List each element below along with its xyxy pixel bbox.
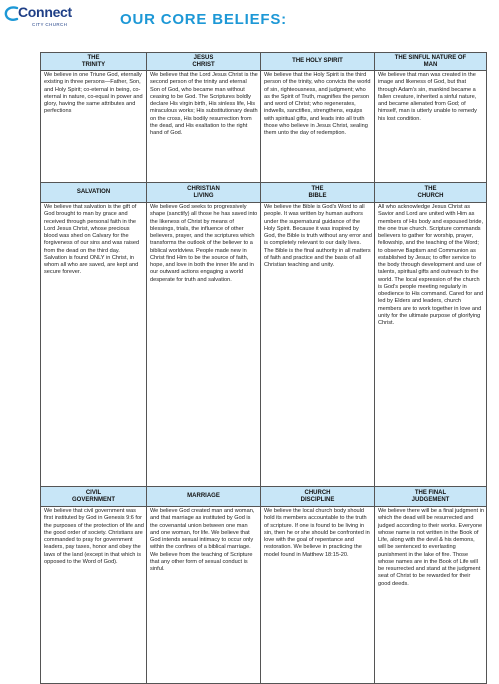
page-title: OUR CORE BELIEFS:	[120, 11, 287, 28]
beliefs-table	[40, 52, 487, 684]
heading-salvation: SALVATION	[41, 183, 147, 203]
body-trinity: We believe in one Triune God, eternally existing in three persons—Father, Son, and Holy Spirit; co-eternal in being, co-eternal in nature, co-equal in power and glory, having the same attributes and perfections	[41, 71, 147, 183]
body-church: All who acknowledge Jesus Christ as Savior and Lord are united with Him as members of His body and espoused bride, the one true church. Scripture commands believers to gather for worship, prayer, fellowship, and the teaching of the Word; to observe Baptism and Communion as established by Jesus; to offer service to the body through development and use of talents, spiritual gifts and outreach to the world. The local expression of the church is God's people meeting regularly in obedience to His command. Cared for and led by Elders and leaders, church members are to work together in love and unity for the ultimate purpose of glorifying Christ.	[375, 203, 487, 487]
table-row	[41, 53, 487, 71]
table-row	[41, 203, 487, 487]
body-church-discipline: We believe the local church body should hold its members accountable to the truth of scripture. If one is found to be living in sin, then he or she should be confronted in love with the goal of repentance and restoration. We believe in practicing the model found in Matthew 18:15-20.	[261, 507, 375, 684]
heading-church-discipline: CHURCH DISCIPLINE	[261, 487, 375, 507]
connect-city-church-logo	[4, 3, 78, 39]
body-sinful-nature: We believe that man was created in the image and likeness of God, but that through Adam's sin, mankind became a fallen creature, inherited a sinful nature, and became alienated from God; of himself, man is utterly unable to remedy his lost condition.	[375, 71, 487, 183]
body-marriage: We believe God created man and woman, and that marriage as instituted by God is the covenantal union between one man and one woman, for life. We believe that God intends sexual intimacy to occur only within the confines of a biblical marriage. We believe from the teaching of Scripture that any other form of sexual conduct is sinful.	[147, 507, 261, 684]
logo-text: Connect	[18, 4, 72, 20]
body-jesus-christ: We believe that the Lord Jesus Christ is the second person of the trinity and eternal Son of God, who became man without ceasing to be God. The Scriptures boldly declare His virgin birth, His sinless life, His miraculous works; His substitutionary death on the cross, His bodily resurrection from the dead, and His exaltation to the right hand of God.	[147, 71, 261, 183]
heading-civil-government: CIVIL GOVERNMENT	[41, 487, 147, 507]
heading-final-judgement: THE FINAL JUDGEMENT	[375, 487, 487, 507]
heading-marriage: MARRIAGE	[147, 487, 261, 507]
heading-jesus-christ: JESUS CHRIST	[147, 53, 261, 71]
body-christian-living: We believe God seeks to progressively shape (sanctify) all those he has saved into the likeness of Christ by means of blessings, trials, the influence of other believers, prayer, and the scriptures which transforms the outlook of the believer to a biblical worldview. People made new in Christ find Him to be the source of faith, hope, and love in both the inner life and in our outward actions engaging a world desperate for truth and salvation.	[147, 203, 261, 487]
table-row	[41, 507, 487, 684]
table-row	[41, 71, 487, 183]
logo-subtext: CITY CHURCH	[32, 22, 68, 27]
body-bible: We believe the Bible is God's Word to all people. It was written by human authors under the supernatural guidance of the Holy Spirit. Because it was inspired by God, the Bible is truth without any error and is completely relevant to our daily lives. The Bible is the final authority in all matters of faith and practice and the basis of all Christian teaching and unity.	[261, 203, 375, 487]
heading-sinful-nature: THE SINFUL NATURE OF MAN	[375, 53, 487, 71]
table-row	[41, 487, 487, 507]
body-holy-spirit: We believe that the Holy Spirit is the third person of the trinity, who convicts the world of sin, righteousness, and judgment; who as the Spirit of Truth, magnifies the person and word of Christ; who regenerates, indwells, sanctifies, strengthens, equips with spiritual gifts, and leads into all truth those who believe in Jesus Christ, sealing them unto the day of redemption.	[261, 71, 375, 183]
heading-bible: THE BIBLE	[261, 183, 375, 203]
body-salvation: We believe that salvation is the gift of God brought to man by grace and received through personal faith in the Lord Jesus Christ, whose precious blood was shed on Calvary for the forgiveness of our sins and was raised from the dead on the third day. Salvation is found ONLY in Christ, in whom all who are saved, are kept and secure forever.	[41, 203, 147, 487]
body-final-judgement: We believe there will be a final judgment in which the dead will be resurrected and judged according to their works. Everyone whose name is not written in the Book of Life, along with the devil & his demons, will be sentenced to everlasting punishment in the lake of fire. Those whose names are in the Book of Life will be resurrected and stand at the judgment seat of Christ to be rewarded for their good deeds.	[375, 507, 487, 684]
table-row	[41, 183, 487, 203]
heading-holy-spirit: THE HOLY SPIRIT	[261, 53, 375, 71]
body-civil-government: We believe that civil government was first instituted by God in Genesis 9:6 for the purposes of the protection of life and the good order of society. Christians are commanded to pray for government leaders, pay taxes, honor and obey the laws of the land (except in that which is opposed to the Word of God).	[41, 507, 147, 684]
heading-church: THE CHURCH	[375, 183, 487, 203]
heading-trinity: THE TRINITY	[41, 53, 147, 71]
page-header	[0, 0, 499, 40]
heading-christian-living: CHRISTIAN LIVING	[147, 183, 261, 203]
